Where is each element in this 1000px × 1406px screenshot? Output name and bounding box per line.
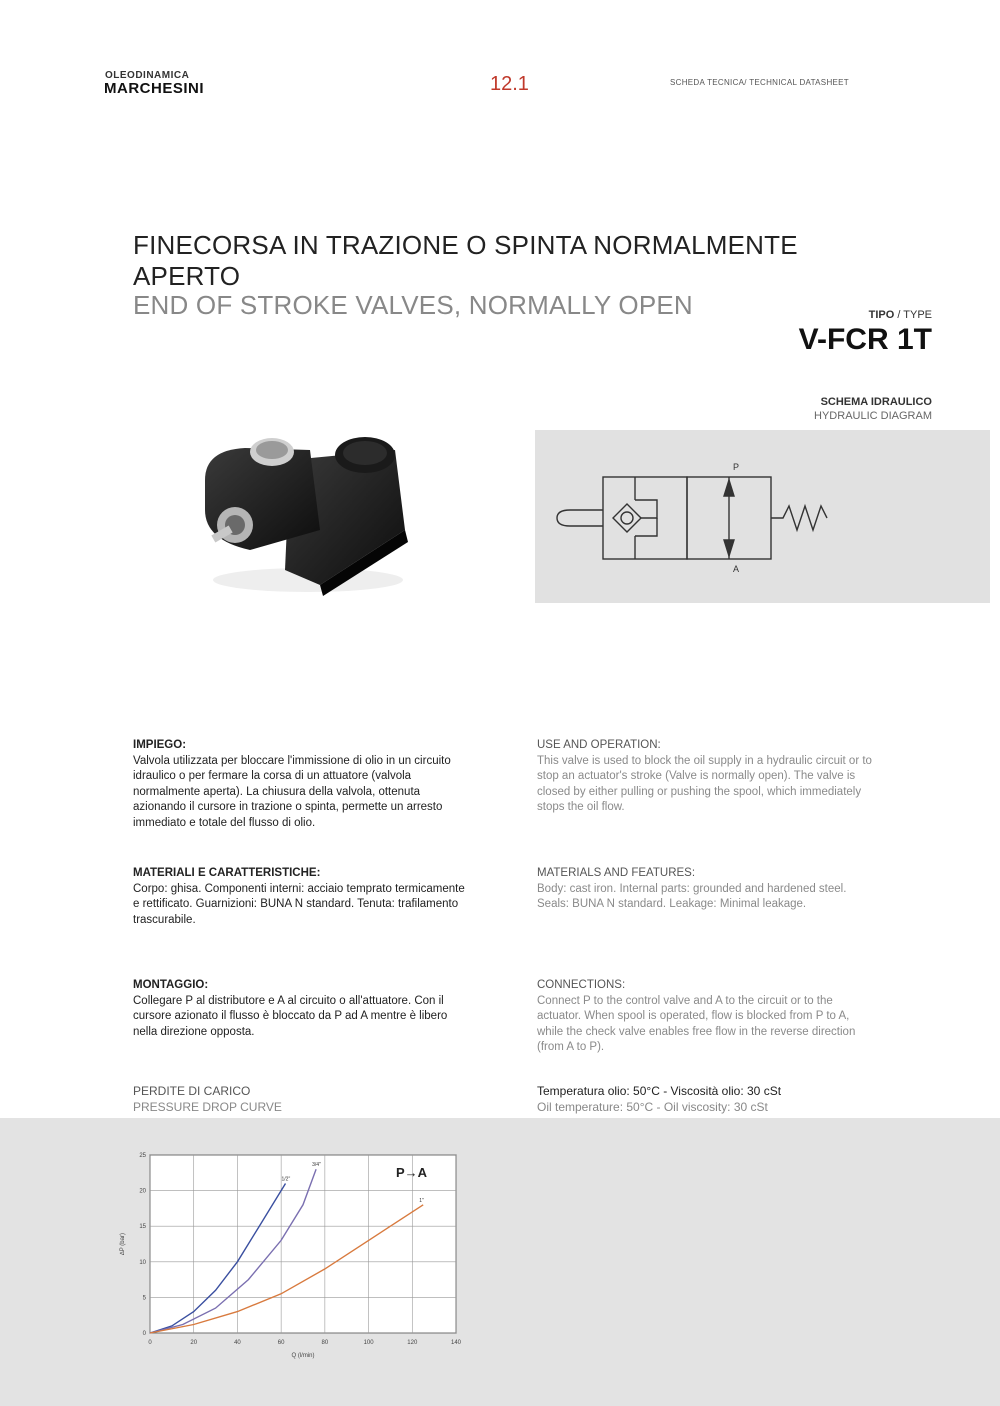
brand-logo: MARCHESINI [104,80,205,97]
chart-x-tick-label: 120 [407,1340,418,1346]
sheet-label: SCHEDA TECNICA/ TECHNICAL DATASHEET [670,78,849,87]
section-title: MONTAGGIO: [133,979,209,991]
oil-conditions-it: Temperatura olio: 50°C - Viscosità olio: 30 cSt [537,1084,782,1098]
port-p-label: P [733,462,740,472]
type-label-it: TIPO [868,309,895,321]
chart-y-tick-label: 20 [139,1188,146,1195]
chart-x-axis-label: Q (l/min) [291,1353,315,1359]
section-title: MATERIALI E CARATTERISTICHE: [133,867,321,879]
title-english: END OF STROKE VALVES, NORMALLY OPEN [133,290,693,320]
brand-small: OLEODINAMICA [105,70,190,81]
chart-x-tick-label: 80 [321,1340,329,1346]
type-label [869,309,932,321]
type-label-separator: / [894,309,904,321]
section-body: Collegare P al distributore e A al circuito o all'attuatore. Con il cursore azionato il flusso è bloccato da P ad A mentre è libero nella direzione opposta. [133,994,448,1038]
section-body: Corpo: ghisa. Componenti interni: acciaio temprato termicamente e rettificato. Guarnizioni: BUNA N standard. Tenuta: trafilamento trascurabile. [133,882,465,926]
page-number: 12.1 [490,73,529,95]
section-en-usage [537,738,877,816]
section-title: MATERIALS AND FEATURES: [537,867,696,879]
chart-series-label: 1" [419,1197,424,1204]
chart-x-tick-label: 0 [148,1340,152,1346]
section-it-materials [133,866,473,928]
chart-x-tick-label: 20 [190,1340,198,1346]
pressure-drop-title-en: PRESSURE DROP CURVE [133,1100,282,1114]
chart-y-tick-label: 5 [142,1295,146,1302]
section-en-connections [537,978,877,1056]
chart-x-tick-label: 100 [363,1340,374,1346]
chart-plot-area [150,1155,456,1333]
diagram-title-it: SCHEMA IDRAULICO [820,396,932,408]
title-italian: FINECORSA IN TRAZIONE O SPINTA NORMALMENTE APERTO [133,230,798,291]
section-title: IMPIEGO: [133,739,187,751]
section-it-mounting [133,978,473,1040]
port-a-label: A [733,564,740,574]
oil-conditions-en: Oil temperature: 50°C - Oil viscosity: 30 cSt [537,1100,768,1114]
chart-y-tick-label: 25 [139,1153,146,1159]
section-body: Body: cast iron. Internal parts: grounded and hardened steel. Seals: BUNA N standard. Leakage: Minimal leakage. [537,882,847,910]
chart-y-axis-label: ∆P (bar) [120,1233,126,1255]
chart-series-label: 3/4" [312,1162,321,1169]
section-en-materials [537,866,877,913]
hydraulic-schematic [535,430,990,603]
chart-x-tick-label: 40 [234,1340,241,1346]
section-body: Connect P to the control valve and A to the circuit or to the actuator. When spool is operated, flow is blocked from P to A, while the check valve enables free flow in the reverse direction (from A to P). [537,994,856,1053]
chart-y-tick-label: 15 [139,1224,146,1231]
section-title: USE AND OPERATION: [537,739,661,751]
section-body: Valvola utilizzata per bloccare l'immissione di olio in un circuito idraulico o per fermare la corsa di un attuatore (valvola normalmente aperta). La chiusura della valvola, ottenuta azionando il cursore in trazione o spinta, permette un arresto immediato e totale del flusso di olio. [133,754,451,829]
product-code: V-FCR 1T [798,323,932,356]
chart-y-tick-label: 0 [142,1331,146,1337]
chart-series-label: 1/2" [281,1176,291,1183]
section-it-usage [133,738,473,831]
chart-y-tick-label: 10 [139,1259,146,1266]
diagram-title-en: HYDRAULIC DIAGRAM [814,410,932,422]
section-title: CONNECTIONS: [537,979,626,991]
chart-title: P→A [396,1165,428,1180]
section-body: This valve is used to block the oil supply in a hydraulic circuit or to stop an actuator's stroke (Valve is normally open). The valve is closed by either pulling or pushing the spool, which immediately stops the oil flow. [537,754,872,813]
valve-product-photo [190,420,420,600]
chart-x-tick-label: 140 [450,1340,462,1346]
type-label-en: TYPE [903,309,932,321]
pressure-drop-chart [110,1140,480,1380]
chart-x-tick-label: 60 [277,1340,285,1346]
pressure-drop-title-it: PERDITE DI CARICO [133,1084,251,1098]
